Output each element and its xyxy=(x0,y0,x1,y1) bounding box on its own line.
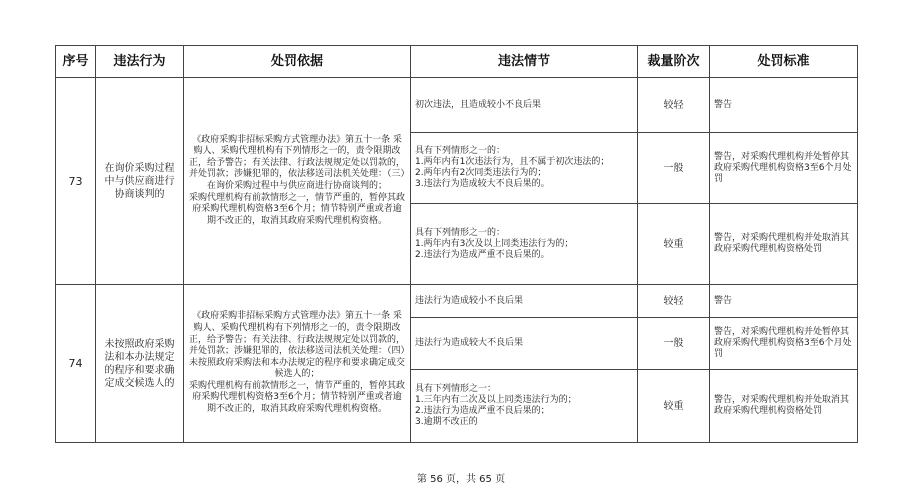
plot-cell: 初次违法，且造成较小不良后果 xyxy=(411,78,638,133)
basis-paragraph: 《政府采购非招标采购方式管理办法》第五十一条 采购人、采购代理机构有下列情形之一的，责令限期改正，给予警告；有关法律、行政法规规定处以罚款的，并处罚款；涉嫌犯罪的，依法移送司法机关处理：（四）未按照政府采购法和本办法规定的程序和要求确定成交候选人的； xyxy=(188,311,405,380)
plot-cell: 具有下列情形之一的： 1.两年内有3次及以上同类违法行为的； 2.违法行为造成严重不良后果的。 xyxy=(411,204,638,285)
plot-cell: 具有下列情形之一的： 1.两年内有1次违法行为，且不属于初次违法的； 2.两年内有2次同类违法行为的； 3.违法行为造成较大不良后果的。 xyxy=(411,133,638,204)
standard-cell: 警告，对采购代理机构并处暂停其政府采购代理机构资格3至6个月处罚 xyxy=(710,318,858,370)
standard-cell: 警告，对采购代理机构并处取消其政府采购代理机构资格处罚 xyxy=(710,204,858,285)
standard-cell: 警告 xyxy=(710,285,858,318)
page-number: 第 56 页，共 65 页 xyxy=(416,474,506,485)
standard-cell: 警告，对采购代理机构并处暂停其政府采购代理机构资格3至6个月处罚 xyxy=(710,133,858,204)
table-row xyxy=(56,78,858,133)
basis-paragraph: 采购代理机构有前款情形之一，情节严重的，暂停其政府采购代理机构资格3至6个月；情节特别严重或者逾期不改正的，取消其政府采购代理机构资格。 xyxy=(188,380,405,415)
row-basis xyxy=(184,285,411,443)
penalty-table xyxy=(55,45,858,443)
standard-cell: 警告 xyxy=(710,78,858,133)
row-act: 在询价采购过程中与供应商进行协商谈判的 xyxy=(96,78,184,285)
basis-paragraph: 采购代理机构有前款情形之一，情节严重的，暂停其政府采购代理机构资格3至6个月；情节特别严重或者逾期不改正的，取消其政府采购代理机构资格。 xyxy=(188,192,405,226)
level-cell: 一般 xyxy=(638,318,710,370)
header-level: 裁量阶次 xyxy=(638,46,710,78)
standard-cell: 警告，对采购代理机构并处取消其政府采购代理机构资格处罚 xyxy=(710,370,858,443)
level-cell: 较重 xyxy=(638,204,710,285)
header-index: 序号 xyxy=(56,46,96,78)
header-basis: 处罚依据 xyxy=(184,46,411,78)
level-cell: 较轻 xyxy=(638,78,710,133)
row-act: 未按照政府采购法和本办法规定的程序和要求确定成交候选人的 xyxy=(96,285,184,443)
header-row xyxy=(56,46,858,78)
header-standard: 处罚标准 xyxy=(710,46,858,78)
plot-cell: 具有下列情形之一： 1.三年内有二次及以上同类违法行为的； 2.违法行为造成严重不良后果的； 3.逾期不改正的 xyxy=(411,370,638,443)
header-plot: 违法情节 xyxy=(411,46,638,78)
header-act: 违法行为 xyxy=(96,46,184,78)
level-cell: 较轻 xyxy=(638,285,710,318)
level-cell: 一般 xyxy=(638,133,710,204)
table-row xyxy=(56,285,858,318)
plot-cell: 违法行为造成较小不良后果 xyxy=(411,285,638,318)
plot-cell: 违法行为造成较大不良后果 xyxy=(411,318,638,370)
row-index: 74 xyxy=(56,285,96,443)
basis-paragraph: 《政府采购非招标采购方式管理办法》第五十一条 采购人、采购代理机构有下列情形之一的，责令限期改正，给予警告；有关法律、行政法规规定处以罚款的，并处罚款；涉嫌犯罪的，依法移送司法机关处理：（三）在询价采购过程中与供应商进行协商谈判的； xyxy=(188,134,405,191)
level-cell: 较重 xyxy=(638,370,710,443)
row-index: 73 xyxy=(56,78,96,285)
row-basis xyxy=(184,78,411,285)
